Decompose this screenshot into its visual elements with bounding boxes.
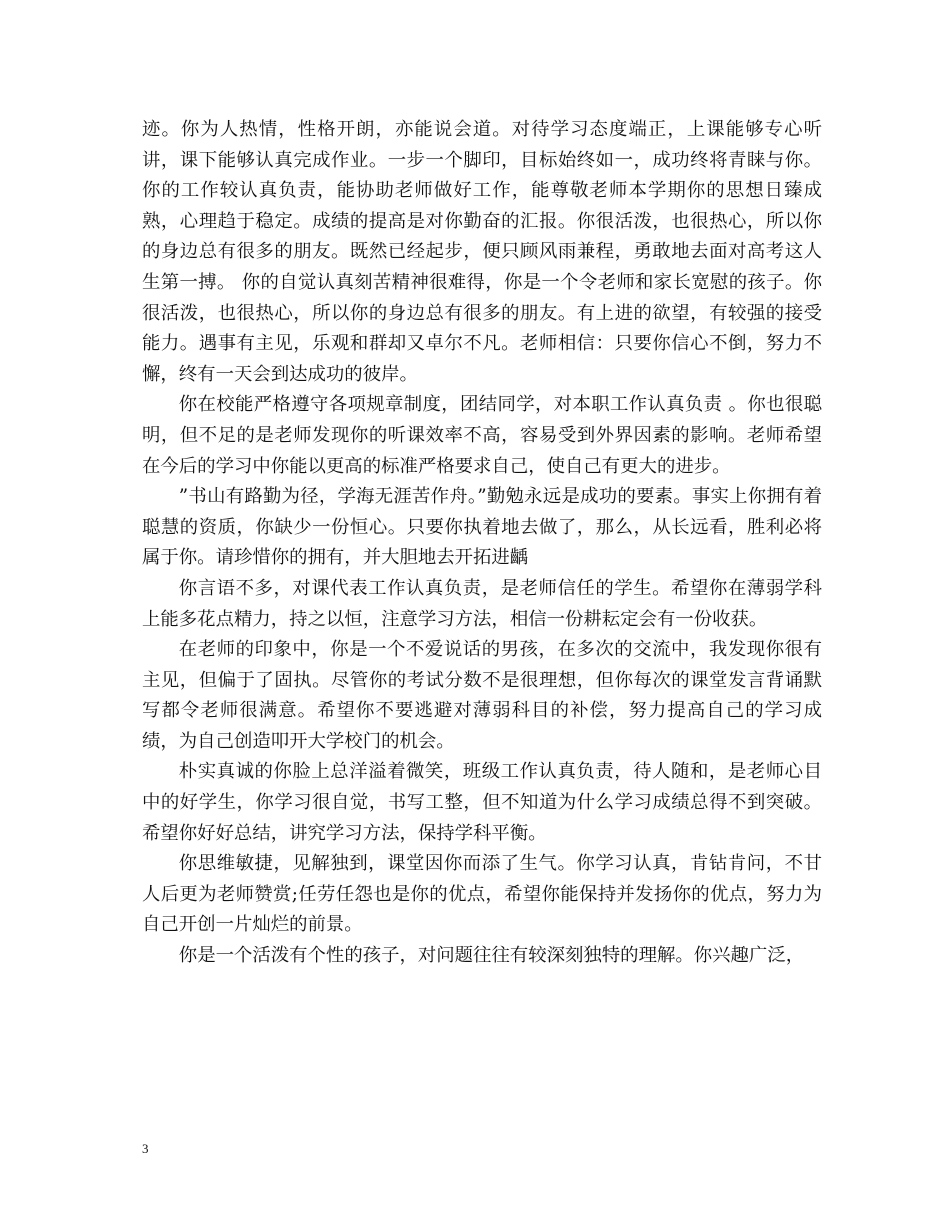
paragraph-7: 你思维敏捷，见解独到，课堂因你而添了生气。你学习认真，肯钻肯问，不甘人后更为老师赞赏;任劳任怨也是你的优点，希望你能保持并发扬你的优点，努力为自己开创一片灿烂的前景。 [142, 853, 822, 936]
paragraph-1: 迹。你为人热情，性格开朗，亦能说会道。对待学习态度端正，上课能够专心听讲，课下能够认真完成作业。一步一个脚印，目标始终如一，成功终将青睐与你。你的工作较认真负责，能协助老师做好工作，能尊敬老师本学期你的思想日臻成熟，心理趋于稳定。成绩的提高是对你勤奋的汇报。你很活泼，也很热心，所以你的身边总有很多的朋友。既然已经起步，便只顾风雨兼程，勇敢地去面对高考这人生第一搏。 你的自觉认真刻苦精神很难得，你是一个令老师和家长宽慰的孩子。你很活泼，也很热心，所以你的身边总有很多的朋友。有上进的欲望，有较强的接受能力。遇事有主见，乐观和群却又卓尔不凡。老师相信：只要你信心不倒，努力不懈，终有一天会到达成功的彼岸。 [142, 119, 822, 385]
page-number: 3 [142, 1141, 149, 1156]
paragraph-6: 朴实真诚的你脸上总洋溢着微笑，班级工作认真负责，待人随和，是老师心目中的好学生，你学习很自觉，书写工整，但不知道为什么学习成绩总得不到突破。希望你好好总结，讲究学习方法，保持学科平衡。 [142, 761, 822, 844]
document-body [142, 115, 822, 972]
paragraph-2: 你在校能严格遵守各项规章制度，团结同学，对本职工作认真负责 。你也很聪明，但不足的是老师发现你的听课效率不高，容易受到外界因素的影响。老师希望在今后的学习中你能以更高的标准严格要求自己，使自己有更大的进步。 [142, 394, 822, 477]
paragraph-3: ”书山有路勤为径，学海无涯苦作舟。”勤勉永远是成功的要素。事实上你拥有着聪慧的资质，你缺少一份恒心。只要你执着地去做了，那么，从长远看，胜利必将属于你。请珍惜你的拥有，并大胆地去开拓进齲 [142, 486, 822, 569]
paragraph-4: 你言语不多，对课代表工作认真负责，是老师信任的学生。希望你在薄弱学科上能多花点精力，持之以恒，注意学习方法，相信一份耕耘定会有一份收获。 [142, 577, 822, 630]
paragraph-8: 你是一个活泼有个性的孩子，对问题往往有较深刻独特的理解。你兴趣广泛， [178, 945, 805, 967]
paragraph-5: 在老师的印象中，你是一个不爱说话的男孩，在多次的交流中，我发现你很有主见，但偏于了固执。尽管你的考试分数不是很理想，但你每次的课堂发言背诵默写都令老师很满意。希望你不要逃避对薄弱科目的补偿，努力提高自己的学习成绩，为自己创造叩开大学校门的机会。 [142, 639, 822, 752]
